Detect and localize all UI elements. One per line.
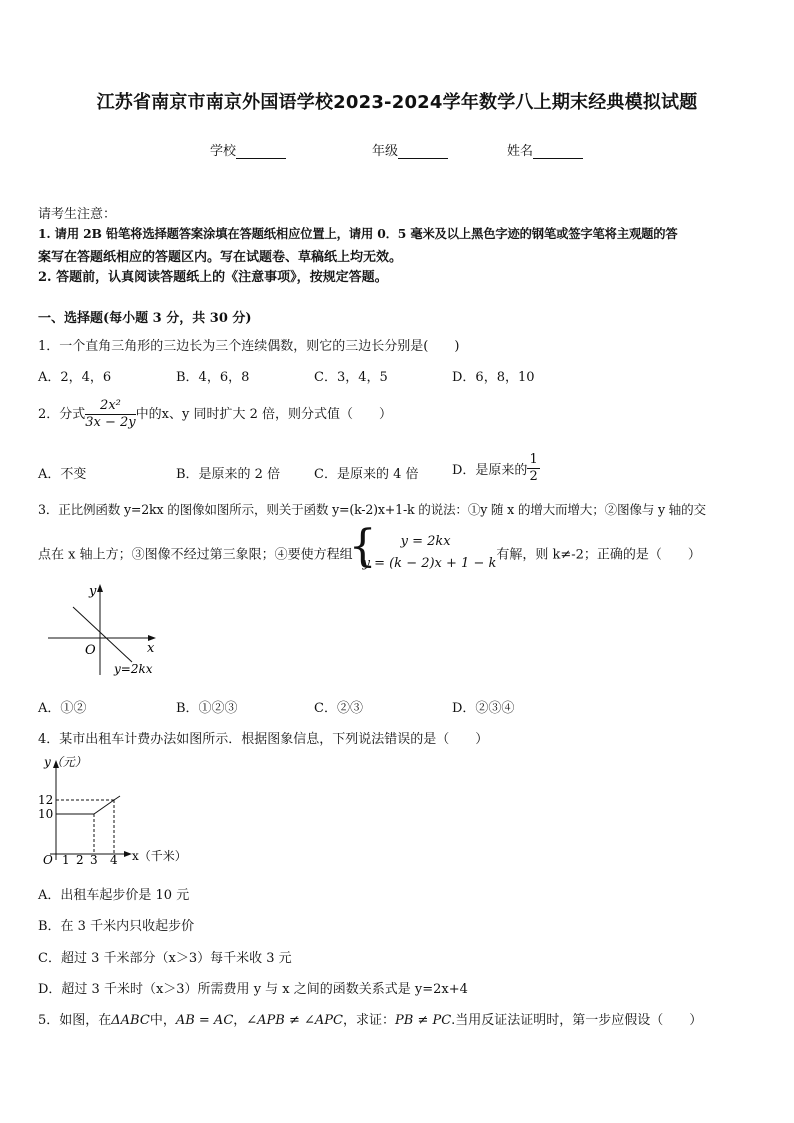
q3-eq2: y = (k − 2)x + 1 − k (362, 556, 497, 571)
q2-d-numerator: 1 (529, 452, 538, 467)
q2-fraction (85, 398, 135, 431)
q4-option-d[interactable]: D．超过 3 千米时（x＞3）所需费用 y 与 x 之间的函数关系式是 y=2x+4 (38, 982, 468, 997)
q5-p3: ， (233, 1013, 247, 1028)
q4-x-tick-1: 1 (62, 853, 70, 867)
q2-option-c[interactable]: C．是原来的 4 倍 (314, 467, 419, 482)
q5-p5: .当用反证法证明时，第一步应假设（ ） (451, 1013, 703, 1028)
q3-y-arrow-icon (97, 584, 103, 592)
section-heading: 一、选择题(每小题 3 分，共 30 分) (38, 311, 252, 326)
q3-eq1: y = 2kx (400, 534, 451, 549)
q4-x-arrow-icon (124, 851, 132, 857)
q4-option-c[interactable]: C．超过 3 千米部分（x＞3）每千米收 3 元 (38, 951, 292, 966)
q4-x-label: x（千米） (132, 849, 187, 863)
q2-option-d-fraction (527, 452, 539, 485)
q3-graph (40, 580, 170, 680)
q1-option-b[interactable]: B．4，6，8 (176, 370, 250, 385)
q5-eq3: PB ≠ PC (395, 1013, 452, 1028)
q2-option-b[interactable]: B．是原来的 2 倍 (176, 467, 281, 482)
q2-denominator: 3x − 2y (85, 415, 136, 430)
q2-option-d[interactable] (452, 452, 540, 485)
q5-p4: ，求证： (343, 1013, 396, 1028)
q3-line2-pre: 点在 x 轴上方；③图像不经过第三象限；④要使方程组 (38, 547, 353, 563)
q3-option-a[interactable]: A．①② (38, 701, 87, 716)
q1-option-c[interactable]: C．3，4，5 (314, 370, 388, 385)
q4-option-a[interactable]: A．出租车起步价是 10 元 (38, 888, 190, 903)
q3-x-label: x (147, 641, 155, 656)
q3-option-b[interactable]: B．①②③ (176, 701, 238, 716)
q3-line-label: y=2kx (114, 662, 153, 676)
notice-item1-line2: 案写在答题纸相应的答题区内。写在试题卷、草稿纸上均无效。 (38, 250, 403, 265)
notice-item2: 2. 答题前，认真阅读答题纸上的《注意事项》，按规定答题。 (38, 270, 388, 285)
q4-x-tick-4: 4 (110, 853, 118, 867)
q3-line1: 3．正比例函数 y=2kx 的图像如图所示，则关于函数 y=(k-2)x+1-k 的说法：①y 随 x 的增大而增大；②图像与 y 轴的交 (38, 502, 706, 517)
q2-suffix: 中的x、y 同时扩大 2 倍，则分式值（ ） (135, 407, 393, 422)
q3-y-label: y (89, 584, 97, 599)
q5-stem (38, 1009, 702, 1028)
q4-x-tick-3: 3 (90, 853, 98, 867)
notice-heading: 请考生注意： (38, 207, 117, 222)
q3-option-d[interactable]: D．②③④ (452, 701, 515, 716)
q4-y-tick-10: 10 (38, 807, 54, 821)
grade-blank[interactable] (398, 144, 448, 159)
q3-line2 (38, 521, 701, 575)
q4-option-b[interactable]: B．在 3 千米内只收起步价 (38, 919, 195, 934)
page-title: 江苏省南京市南京外国语学校2023-2024学年数学八上期末经典模拟试题 (96, 92, 698, 113)
q4-origin-label: O (43, 853, 53, 867)
q2-option-d-text: D．是原来的 (452, 463, 528, 478)
q3-option-c[interactable]: C．②③ (314, 701, 363, 716)
q5-eq2: ∠APB ≠ ∠APC (246, 1013, 343, 1028)
q2-prefix: 2．分式 (38, 407, 86, 422)
school-label: 学校 (210, 144, 237, 159)
school-field[interactable] (210, 140, 286, 159)
q5-p1: 5．如图，在 (38, 1013, 112, 1028)
q5-eq1: AB = AC (175, 1013, 234, 1028)
notice-item1-line1: 1. 请用 2B 铅笔将选择题答案涂填在答题纸相应位置上，请用 0．5 毫米及以上黑色字迹的钢笔或签字笔将主观题的答 (38, 226, 678, 241)
q4-fare-line (56, 796, 120, 814)
brace-icon: { (348, 521, 377, 572)
q5-p2: 中， (149, 1013, 176, 1028)
q2-stem (38, 398, 392, 431)
school-blank[interactable] (236, 144, 286, 159)
q2-d-denominator: 2 (529, 469, 538, 484)
q4-graph (36, 752, 196, 868)
q1-option-d[interactable]: D．6，8，10 (452, 370, 535, 385)
q4-y-tick-12: 12 (38, 793, 54, 807)
q3-origin-label: O (85, 643, 96, 658)
grade-field[interactable] (372, 140, 448, 159)
q3-line-y2kx (73, 607, 132, 662)
name-blank[interactable] (533, 144, 583, 159)
grade-label: 年级 (372, 144, 399, 159)
name-label: 姓名 (507, 144, 534, 159)
q4-stem: 4．某市出租车计费办法如图所示．根据图象信息，下列说法错误的是（ ） (38, 732, 489, 747)
q5-triangle: ΔABC (111, 1013, 150, 1028)
q4-y-label: y（元） (44, 755, 87, 769)
q2-numerator: 2x² (85, 398, 135, 415)
name-field[interactable] (507, 140, 583, 159)
q3-line2-post: 有解，则 k≠-2；正确的是（ ） (496, 547, 701, 563)
q4-x-tick-2: 2 (76, 853, 84, 867)
q3-equation-system (348, 521, 497, 575)
q2-option-a[interactable]: A．不变 (38, 467, 87, 482)
q1-option-a[interactable]: A．2，4，6 (38, 370, 112, 385)
q1-stem: 1．一个直角三角形的三边长为三个连续偶数，则它的三边长分别是( ) (38, 339, 460, 354)
